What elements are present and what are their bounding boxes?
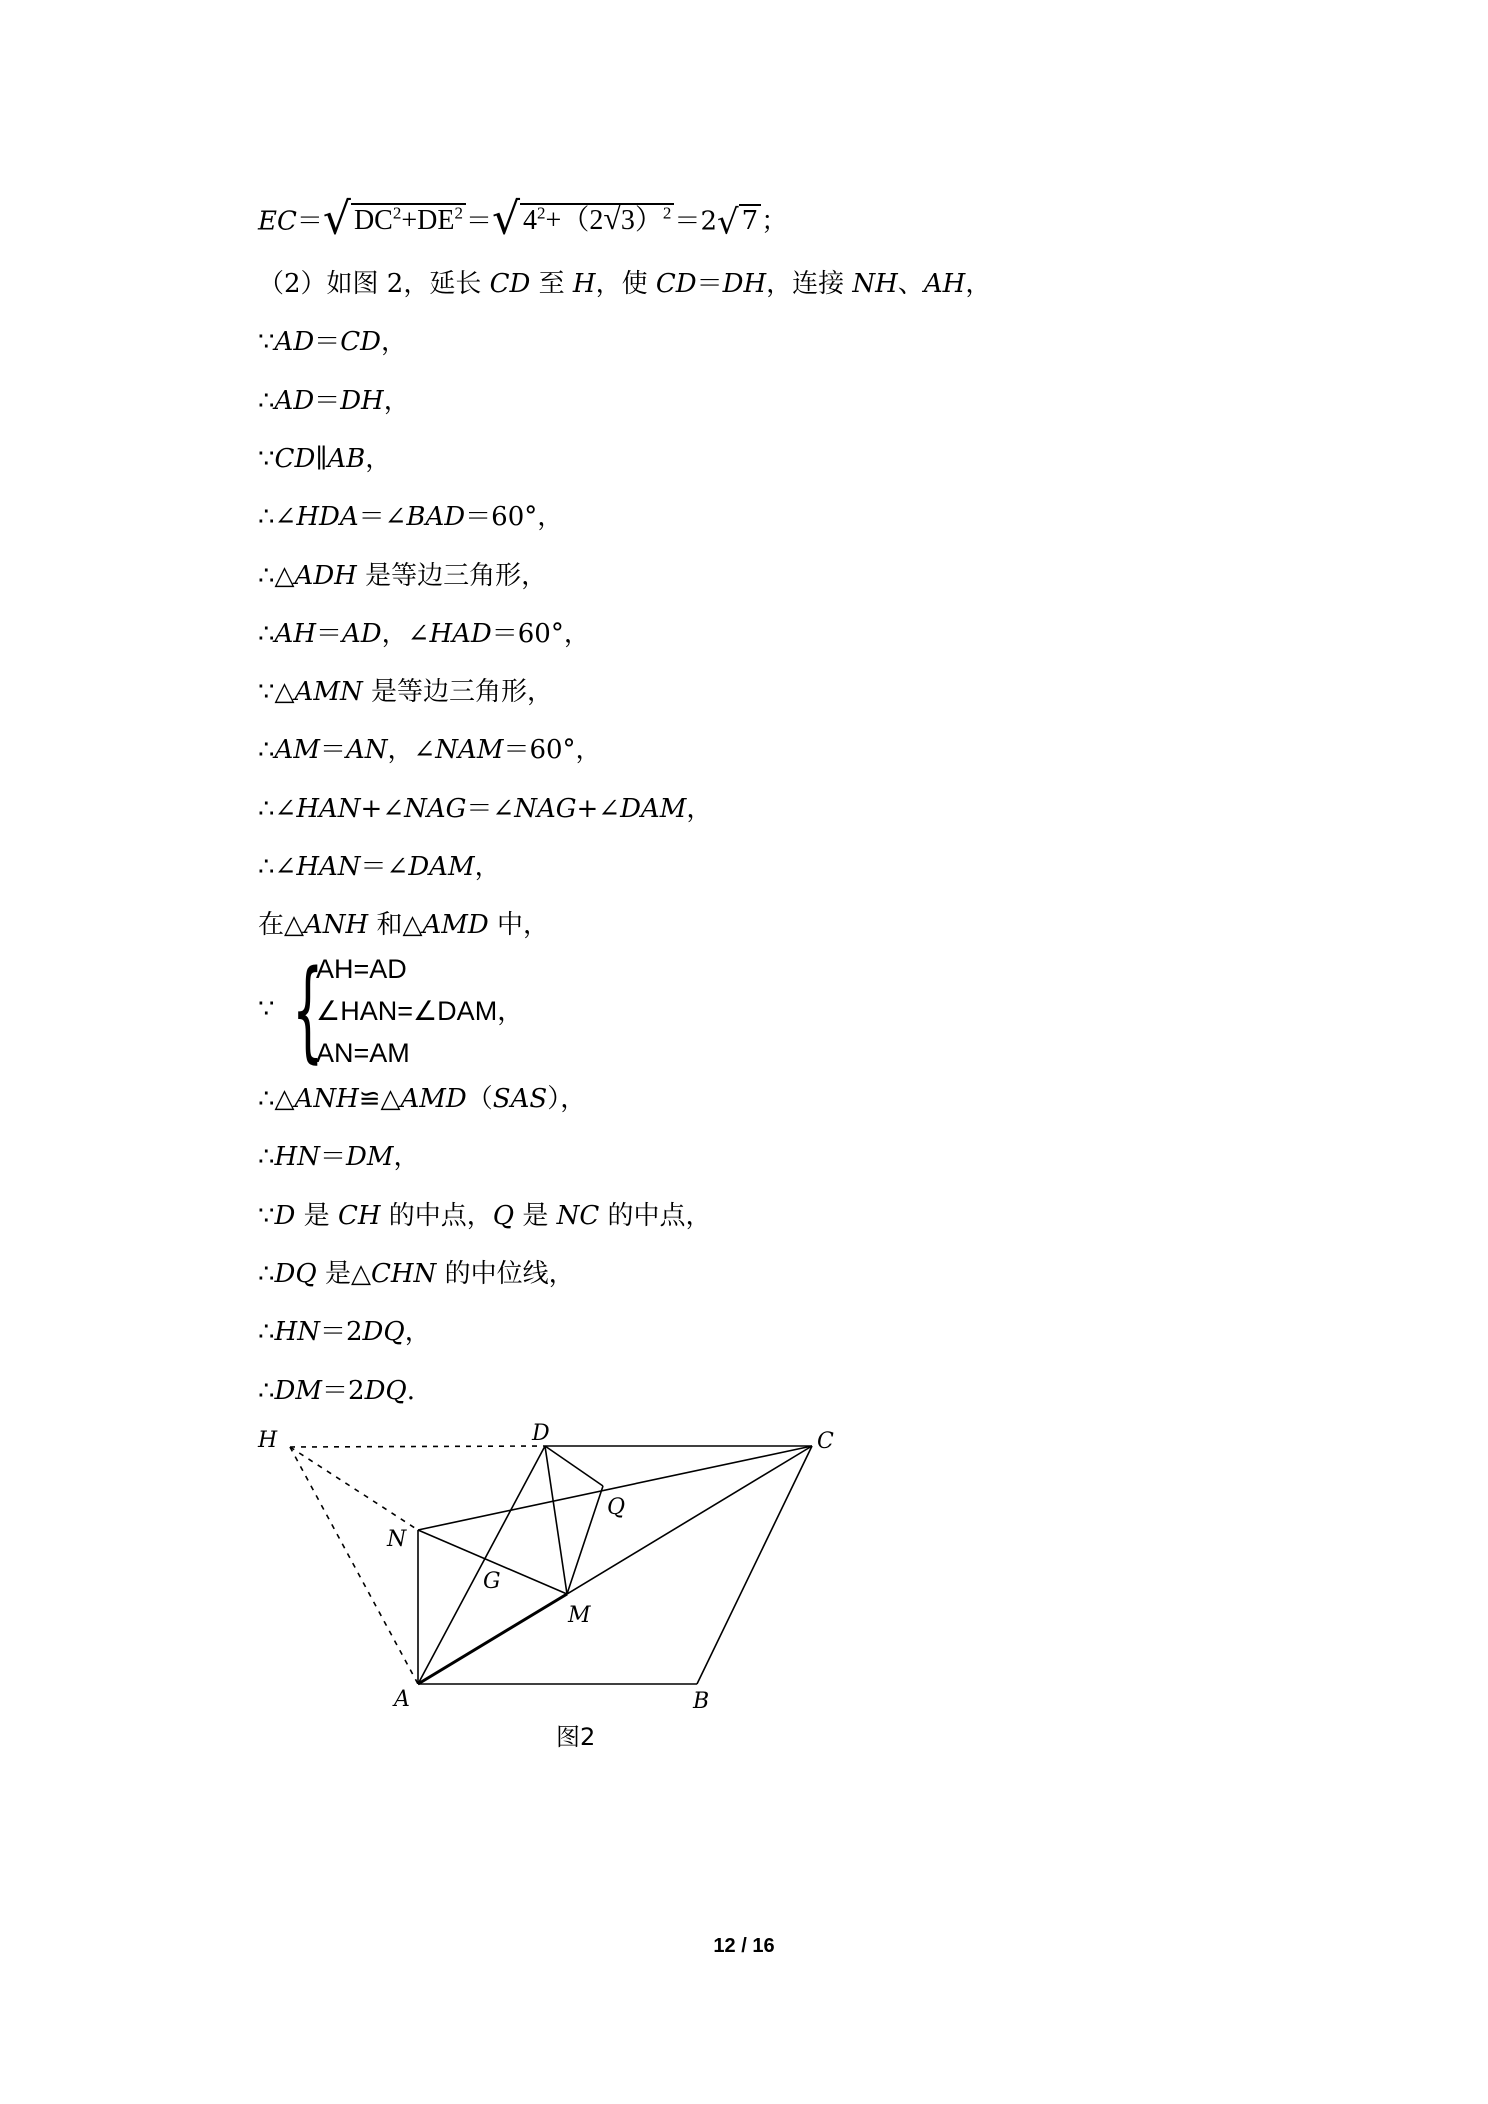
proof-line: [258, 558, 547, 594]
proof-line: [258, 791, 712, 827]
proof-text: 、: [897, 269, 924, 299]
proof-text: ＝60°，: [503, 735, 602, 766]
segment-dq: [545, 1446, 603, 1486]
variable-text: HAD: [429, 618, 492, 649]
point-label-m: M: [568, 1603, 591, 1628]
proof-text: ＝∠: [360, 852, 409, 882]
variable-text: AMD: [422, 910, 489, 941]
proof-line: [258, 674, 553, 710]
dashed-line-hd: [290, 1446, 545, 1447]
sqrt-icon: √: [322, 193, 351, 245]
variable-text: Q: [492, 1200, 515, 1231]
radicand-1: [351, 203, 466, 236]
proof-text: ∵: [258, 327, 275, 358]
proof-text: 是: [295, 1200, 338, 1231]
brace-icon: {: [292, 946, 324, 1074]
proof-line: [258, 907, 549, 943]
dashed-line-ha: [290, 1447, 418, 1684]
variable-text: SAS: [492, 1084, 548, 1114]
proof-line: [258, 266, 991, 302]
sqrt-icon: √: [716, 202, 739, 243]
proof-line: [258, 1198, 712, 1234]
variable-text: NH: [852, 269, 898, 299]
proof-text: .: [406, 1375, 415, 1406]
proof-text: ，∠: [387, 735, 436, 766]
ec-formula: [258, 193, 788, 245]
proof-text: ∥: [315, 443, 328, 474]
variable-text: AMN: [294, 677, 363, 708]
condition-row: AH=AD: [316, 954, 407, 984]
variable-text: CHN: [370, 1258, 437, 1289]
variable-text: HDA: [296, 502, 359, 533]
seven-value: 7: [739, 204, 762, 236]
proof-text: ＝2: [322, 1375, 365, 1406]
proof-line: [258, 1139, 419, 1175]
variable-text: DM: [346, 1142, 394, 1173]
variable-text: NAM: [435, 735, 504, 766]
proof-text: 是△: [316, 1258, 371, 1289]
proof-line: [258, 1256, 575, 1292]
proof-text: ∴: [258, 1375, 275, 1406]
proof-text: ∴: [258, 385, 275, 416]
proof-text: ，: [365, 443, 392, 474]
variable-text: AB: [327, 443, 366, 474]
four-value: 4: [523, 205, 538, 237]
close-paren: ）: [634, 205, 663, 237]
proof-text: 和△: [368, 910, 423, 941]
variable-text: CD: [340, 327, 381, 358]
proof-text: 中，: [488, 910, 549, 941]
three-value: 3: [620, 205, 635, 237]
proof-text: （: [466, 1084, 493, 1114]
variable-text: CD: [274, 443, 316, 474]
proof-line: [258, 1373, 415, 1409]
proof-text: ＝∠: [358, 502, 407, 533]
variable-text: CD: [655, 269, 697, 299]
point-label-g: G: [483, 1569, 501, 1594]
exp-2: 2: [454, 204, 463, 223]
plus-1: +: [401, 205, 418, 237]
proof-line: [258, 616, 590, 652]
proof-text: ，: [686, 793, 713, 824]
proof-text: ∴△: [258, 560, 295, 591]
proof-text: ＝2: [319, 1317, 363, 1348]
proof-line: [258, 441, 391, 477]
variable-text: AN: [345, 735, 388, 766]
segment-ad: [418, 1446, 545, 1684]
equals-3: ＝: [674, 206, 701, 237]
variable-text: DM: [274, 1375, 323, 1406]
proof-text: ＝: [314, 327, 341, 358]
proof-text: ，∠: [381, 618, 430, 649]
proof-text: 的中点，: [380, 1200, 493, 1231]
proof-text: ），: [547, 1084, 587, 1114]
variable-text: NAG: [404, 793, 467, 824]
dashed-line-hn: [290, 1447, 418, 1530]
proof-text: ＝: [314, 385, 341, 416]
proof-text: ≌△: [358, 1084, 401, 1114]
variable-text: AH: [923, 269, 966, 299]
figure-caption: 图2: [556, 1723, 596, 1751]
variable-text: HN: [274, 1317, 320, 1348]
point-label-n: N: [387, 1527, 407, 1552]
equals-1: ＝: [296, 206, 323, 237]
variable-text: AH: [274, 618, 316, 649]
proof-line: [258, 732, 602, 768]
exp-1: 2: [392, 204, 402, 223]
proof-line: [258, 383, 410, 419]
point-label-h: H: [258, 1428, 278, 1453]
point-label-q: Q: [607, 1495, 626, 1520]
proof-text: ，: [383, 385, 410, 416]
proof-text: ＝60°，: [491, 618, 590, 649]
proof-text: ∴∠: [258, 502, 297, 533]
proof-text: ＝: [696, 269, 723, 299]
variable-text: H: [572, 269, 596, 299]
proof-text: ＝∠: [466, 793, 515, 824]
open-paren: （: [561, 205, 590, 237]
variable-text: AMD: [400, 1084, 467, 1114]
proof-text: +∠: [360, 793, 405, 824]
proof-text: ＝: [319, 735, 346, 766]
proof-line: [258, 849, 501, 885]
proof-text: ∴: [258, 1142, 275, 1173]
point-label-b: B: [693, 1689, 710, 1714]
proof-text: ，连接: [766, 269, 853, 299]
variable-text: HN: [274, 1142, 320, 1173]
condition-row: AN=AM: [316, 1038, 410, 1068]
variable-text: ANH: [294, 1084, 359, 1114]
proof-text: 是: [514, 1200, 557, 1231]
segment-bc: [697, 1446, 812, 1684]
proof-text: ∴∠: [258, 793, 297, 824]
proof-text: +∠: [576, 793, 621, 824]
proof-text: 的中点，: [599, 1200, 712, 1231]
variable-text: BAD: [406, 502, 466, 533]
variable-text: CH: [337, 1200, 381, 1231]
semicolon: ；: [761, 206, 788, 237]
variable-text: AD: [274, 327, 315, 358]
proof-text: ，: [474, 852, 501, 882]
two-value: 2: [589, 205, 604, 237]
proof-text: ，使: [595, 269, 656, 299]
variable-text: DQ: [362, 1317, 405, 1348]
proof-line: [258, 1081, 586, 1117]
proof-text: ∴: [258, 1317, 275, 1348]
exp-4: 2: [662, 204, 672, 223]
because-symbol: ∵: [258, 994, 275, 1024]
segment-dm: [545, 1446, 567, 1594]
variable-text: D: [274, 1200, 296, 1231]
variable-text: NC: [556, 1200, 600, 1231]
proof-line: [258, 1314, 431, 1350]
proof-text: ，: [965, 269, 992, 299]
proof-text: ∴: [258, 618, 275, 649]
segment-nm: [418, 1530, 567, 1594]
dc-symbol: DC: [353, 205, 393, 237]
proof-text: 是等边三角形，: [362, 677, 553, 708]
proof-text: 在△: [258, 910, 304, 941]
variable-text: DH: [340, 385, 384, 416]
proof-text: ∴: [258, 735, 275, 766]
exp-3: 2: [537, 204, 546, 223]
sqrt-icon: √: [491, 193, 521, 245]
variable-text: HAN: [296, 852, 361, 882]
page-number: 12 / 16: [713, 1935, 775, 1957]
variable-text: DQ: [364, 1375, 407, 1406]
proof-text: ＝: [319, 1142, 346, 1173]
proof-text: ∴: [258, 1258, 275, 1289]
proof-text: ＝60°，: [465, 502, 564, 533]
point-label-d: D: [532, 1421, 550, 1446]
variable-text: DQ: [274, 1258, 317, 1289]
variable-text: ANH: [304, 910, 369, 941]
proof-text: ∴△: [258, 1084, 295, 1114]
ec-symbol: EC: [258, 206, 297, 237]
proof-text: 至: [530, 269, 573, 299]
coef-value: 2: [700, 206, 717, 237]
variable-text: ADH: [294, 560, 357, 591]
proof-text: ∵: [258, 443, 275, 474]
segment-qm: [567, 1486, 603, 1594]
proof-text: （2）如图 2，延长: [258, 269, 490, 299]
plus-2: +: [545, 205, 562, 237]
variable-text: HAN: [296, 793, 361, 824]
proof-text: ∴∠: [258, 852, 297, 882]
segment-am: [418, 1594, 567, 1684]
variable-text: DAM: [408, 852, 475, 882]
proof-line: [258, 324, 407, 360]
proof-text: 是等边三角形，: [356, 560, 548, 591]
proof-line: [258, 499, 563, 535]
condition-row: ∠HAN=∠DAM，: [316, 996, 525, 1026]
proof-text: ，: [380, 327, 407, 358]
proof-text: ，: [404, 1317, 431, 1348]
proof-text: ∵: [258, 1200, 275, 1231]
variable-text: CD: [489, 269, 531, 299]
segment-nc: [418, 1446, 812, 1530]
point-label-c: C: [817, 1429, 834, 1454]
de-symbol: DE: [417, 205, 455, 237]
proof-text: ＝: [316, 618, 343, 649]
radicand-2: [520, 200, 674, 237]
sqrt-icon: √: [603, 200, 621, 237]
congruence-conditions: [258, 946, 618, 1078]
variable-text: DAM: [620, 793, 687, 824]
segment-ac: [418, 1446, 812, 1684]
point-label-a: A: [394, 1687, 410, 1712]
variable-text: NAG: [514, 793, 577, 824]
proof-text: 的中位线，: [436, 1258, 575, 1289]
variable-text: DH: [722, 269, 767, 299]
variable-text: AM: [274, 735, 320, 766]
variable-text: AD: [342, 618, 382, 649]
proof-text: ∵△: [258, 677, 295, 708]
equals-2: ＝: [465, 206, 492, 237]
variable-text: AD: [274, 385, 315, 416]
proof-text: ，: [393, 1142, 420, 1173]
